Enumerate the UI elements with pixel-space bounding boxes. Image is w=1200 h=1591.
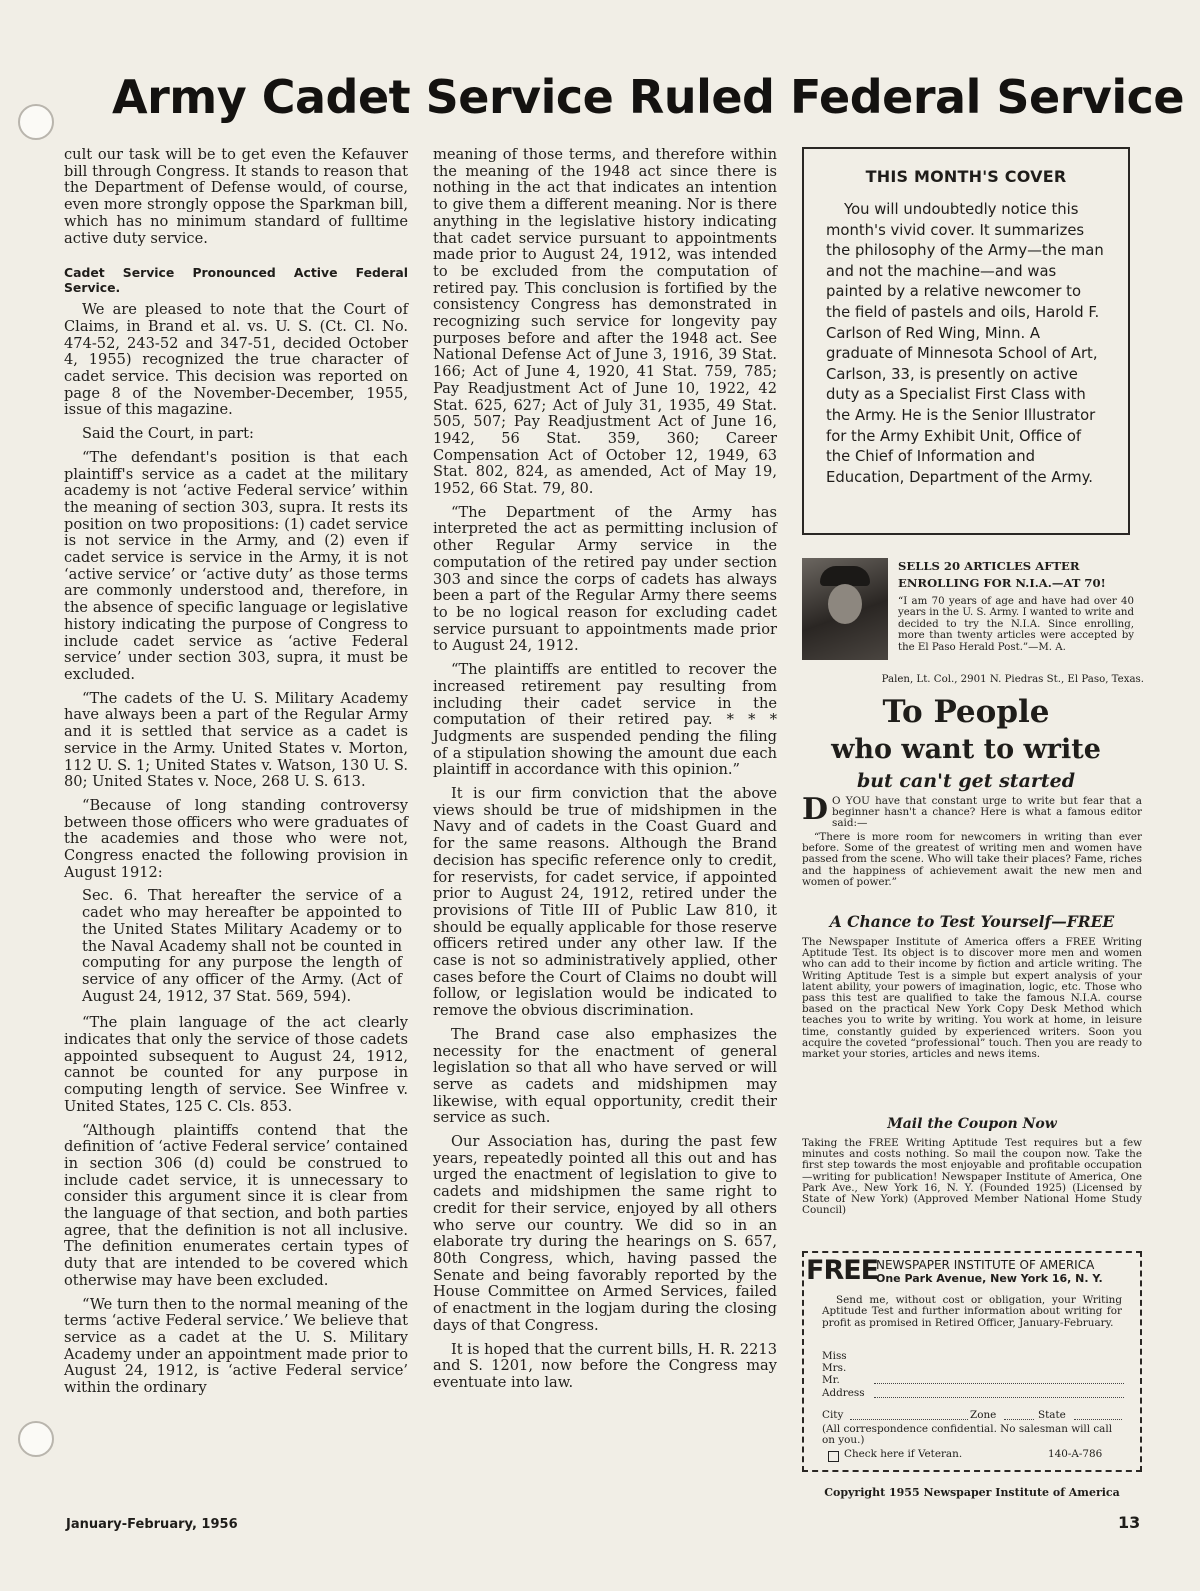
coupon-form [802, 1251, 1142, 1472]
binder-hole-top [18, 104, 54, 140]
cap-shape [820, 566, 870, 586]
coupon-state-label: State [1038, 1409, 1066, 1421]
testimonial-quote: “I am 70 years of age and have had over 40 years in the U. S. Army. I wanted to write and decided to try the N.I.A. Since enrolling, more than twenty articles were accepted by the El Paso Herald Post.”—M. A. [898, 596, 1134, 653]
cover-heading: THIS MONTH'S COVER [865, 167, 1067, 186]
ad-headline-3: but can't get started [856, 770, 1076, 792]
coupon-confidential-note: (All correspondence confidential. No salesman will call on you.) [822, 1423, 1113, 1447]
coupon-title-miss: Miss [822, 1350, 847, 1362]
paragraph: “The Department of the Army has interpreted the act as permitting inclusion of other Regular Army service in the computation of the retired pay under section 303 and since the corps of cadets has always been a part of the Regular Army there seems to be no logical reason for excluding cadet service pursuant to appointments made prior to August 24, 1912. [433, 503, 777, 655]
cover-text: You will undoubtedly notice this month's vivid cover. It summarizes the philosophy of the Army—the man and not the machine—and was painted by a relative newcomer to the field of pastels and oils, Harold F. Carlson of Red Wing, Minn. A graduate of Minnesota School of Art, Carlson, 33, is presently on active duty as a Specialist First Class with the Army. He is the Senior Illustrator for the Army Exhibit Unit, Office of the Chief of Information and Education, Department of the Army. [826, 201, 1104, 486]
paragraph: Said the Court, in part: [82, 425, 254, 443]
test-description: The Newspaper Institute of America offers a FREE Writing Aptitude Test. Its object is to discover more men and women who can add to their income by fiction and article writing. The Writing Aptitude Test is a simple but expert analysis of your latent ability, your powers of imagination, logic, etc. Those who pass this test are qualified to take the famous N.I.A. course based on the practical New York Copy Desk Method which teaches you to write by writing. You work at home, in leisure time, constantly guided by experienced writers. Soon you acquire the coveted “professional” touch. Then you are ready to market your stories, articles and news items. [802, 936, 1142, 1061]
soldier-portrait-photo [802, 558, 888, 660]
veteran-checkbox[interactable] [828, 1451, 839, 1462]
zone-field[interactable] [1004, 1409, 1034, 1420]
paragraph: We are pleased to note that the Court of Claims, in Brand et al. vs. U. S. (Ct. Cl. No. 474-52, 243-52 and 347-51, decided October 4, 1955) recognized the true character of cadet service. This decision was reported on page 8 of the November-December, 1955, issue of this magazine. [64, 301, 408, 419]
paragraph: Our Association has, during the past few years, repeatedly pointed all this out and has urged the enactment of legislation to give to cadets and midshipmen the same right to credit for their service, enjoyed by all others who serve our country. We did so in an elaborate try during the hearings on S. 657, 80th Congress, which, having passed the Senate and being favorably reported by the House Committee on Armed Services, failed of enactment in the logjam during the closing days of that Congress. [433, 1133, 777, 1334]
binder-hole-bottom [18, 1421, 54, 1457]
coupon-institute-address: One Park Avenue, New York 16, N. Y. [876, 1272, 1103, 1285]
block-quote: Sec. 6. That hereafter the service of a cadet who may hereafter be appointed to the United States Military Academy or to the Naval Academy shall not be counted in computing for any purpose the length of service of any officer of the Army. (Act of August 24, 1912, 37 Stat. 569, 594). [82, 887, 402, 1005]
coupon-code: 140-A-786 [1048, 1448, 1103, 1460]
paragraph: “The cadets of the U. S. Military Academy have always been a part of the Regular Army and it is settled that service as a cadet is service in the Army. United States v. Morton, 112 U. S. 1; United States v. Watson, 130 U. S. 80; United States v. Noce, 268 U. S. 613. [64, 689, 408, 791]
section-subheading: Cadet Service Pronounced Active Federal Service. [64, 265, 408, 296]
drop-cap: D [802, 792, 829, 827]
ad-subheading: A Chance to Test Yourself—FREE [829, 912, 1115, 931]
coupon-city-label: City [822, 1409, 844, 1421]
paragraph: “We turn then to the normal meaning of the terms ‘active Federal service.’ We believe that service as a cadet at the U. S. Military Academy under an appointment made prior to August 24, 1912, is ‘active Federal service’ within the ordinary [64, 1295, 408, 1397]
coupon-title-mr: Mr. [822, 1374, 840, 1386]
ad-intro: D O YOU have that constant urge to write but fear that a beginner hasn't a chance? Here is what a famous editor said:— [802, 792, 1142, 830]
coupon-request-text: Send me, without cost or obligation, your Writing Aptitude Test and further information about writing for profit as promised in Retired Officer, January-February. [822, 1294, 1122, 1329]
paragraph: “The plain language of the act clearly indicates that only the service of those cadets appointed subsequent to August 24, 1912, cannot be counted for any purpose in computing length of service. See Winfree v. United States, 125 C. Cls. 853. [64, 1014, 408, 1115]
editor-quote: “There is more room for newcomers in writing than ever before. Some of the greatest of writing men and women have passed from the scene. Who will take their places? Fame, riches and the happiness of achievement await the new men and women of power.” [802, 831, 1142, 888]
issue-date: January-February, 1956 [66, 1517, 238, 1532]
ad-headline: To People [882, 694, 1050, 730]
paragraph: It is our firm conviction that the above views should be true of midshipmen in the Navy and of cadets in the Coast Guard and for the same reasons. Although the Brand decision has specific reference only to credit, for reservists, for cadet service, if appointed prior to August 24, 1912, retired under the provisions of Title III of Public Law 810, it should be equally applicable for those reserve officers retired under any other law. If the case is not so administratively applied, other cases before the Court of Claims no doubt will follow, or legislation would be indicated to remove the obvious discrimination. [433, 785, 777, 1020]
paragraph: “Although plaintiffs contend that the definition of ‘active Federal service’ contained in section 306 (d) could be construed to include cadet service, it is unnecessary to consider this argument since it is clear from the language of that section, and both parties agree, that the definition is not all inclusive. The definition enumerates certain types of duty that are intended to be covered which otherwise may have been excluded. [64, 1121, 408, 1289]
coupon-title-mrs: Mrs. [822, 1362, 847, 1374]
article-column-1 [64, 147, 408, 1404]
coupon-address-label: Address [822, 1387, 865, 1399]
article-column-2 [433, 147, 777, 1399]
testimonial-signature: Palen, Lt. Col., 2901 N. Piedras St., El Paso, Texas. [881, 674, 1144, 685]
paragraph: “The plaintiffs are entitled to recover the increased retirement pay resulting from including their cadet service in the computation of their retired pay. * * * Judgments are suspended pending the filing of a stipulation showing the amount due each plaintiff in accordance with this opinion.” [433, 661, 777, 779]
ad-headline-2: who want to write [831, 734, 1101, 765]
face-shape [828, 584, 862, 624]
mail-description: Taking the FREE Writing Aptitude Test requires but a few minutes and costs nothing. So mail the coupon now. Take the first step towards the most enjoyable and profitable occupation—writing for publication! Newspaper Institute of America, One Park Ave., New York 16, N. Y. (Founded 1925) (Licensed by State of New York) (Approved Member National Home Study Council) [802, 1137, 1142, 1217]
paragraph: “The defendant's position is that each plaintiff's service as a cadet at the military academy is not ‘active Federal service’ within the meaning of section 303, supra. It rests its position on two propositions: (1) cadet service is not service in the Army, and (2) even if cadet service is service in the Army, it is not ‘active service’ or ‘active duty’ as those terms are commonly understood and, therefore, in the absence of specific language or legislative history indicating the purpose of Congress to include cadet service as ‘active Federal service’ under section 303, supra, it must be excluded. [64, 448, 408, 683]
coupon-institute-name: NEWSPAPER INSTITUTE OF AMERICA [876, 1258, 1095, 1272]
address-field[interactable] [874, 1387, 1124, 1398]
name-field[interactable] [874, 1373, 1124, 1384]
paragraph: The Brand case also emphasizes the necessity for the enactment of general legislation so that all who have served or will serve as cadets and midshipmen may likewise, with equal opportunity, credit their service as such. [433, 1025, 777, 1127]
state-field[interactable] [1074, 1409, 1122, 1420]
cover-box [802, 147, 1130, 535]
coupon-free-label: FREE [806, 1255, 879, 1286]
paragraph: “Because of long standing controversy between those officers who were graduates of the academies and those who were not, Congress enacted the following provision in August 1912: [64, 796, 408, 881]
page-number: 13 [1118, 1513, 1141, 1532]
city-field[interactable] [850, 1409, 968, 1420]
paragraph: meaning of those terms, and therefore within the meaning of the 1948 act since there is nothing in the act that indicates an intention to give them a different meaning. Nor is there anything in the legislative history indicating that cadet service pursuant to appointments made prior to August 24, 1912, was intended to be excluded from the computation of retired pay. This conclusion is fortified by the consistency Congress has demonstrated in recognizing such service for longevity pay purposes before and after the 1948 act. See National Defense Act of June 3, 1916, 39 Stat. 166; Act of June 4, 1920, 41 Stat. 759, 785; Pay Readjustment Act of June 10, 1922, 42 Stat. 625, 627; Act of July 31, 1935, 49 Stat. 505, 507; Pay Readjustment Act of June 16, 1942, 56 Stat. 359, 360; Career Compensation Act of October 12, 1949, 63 Stat. 802, 824, as amended, Act of May 19, 1952, 66 Stat. 79, 80. [433, 146, 777, 498]
paragraph: It is hoped that the current bills, H. R. 2213 and S. 1201, now before the Congress may eventuate into law. [433, 1340, 777, 1391]
veteran-label: Check here if Veteran. [844, 1448, 963, 1460]
ad-copyright: Copyright 1955 Newspaper Institute of America [824, 1486, 1120, 1499]
paragraph: cult our task will be to get even the Kefauver bill through Congress. It stands to reason that the Department of Defense would, of course, even more strongly oppose the Sparkman bill, which has no minimum standard of fulltime active duty service. [64, 146, 408, 247]
testimonial-heading: SELLS 20 ARTICLES AFTER ENROLLING FOR N.I.A.—AT 70! [898, 559, 1106, 590]
article-title: Army Cadet Service Ruled Federal Service [112, 70, 1185, 124]
coupon-zone-label: Zone [970, 1409, 997, 1421]
mail-subheading: Mail the Coupon Now [887, 1116, 1057, 1132]
